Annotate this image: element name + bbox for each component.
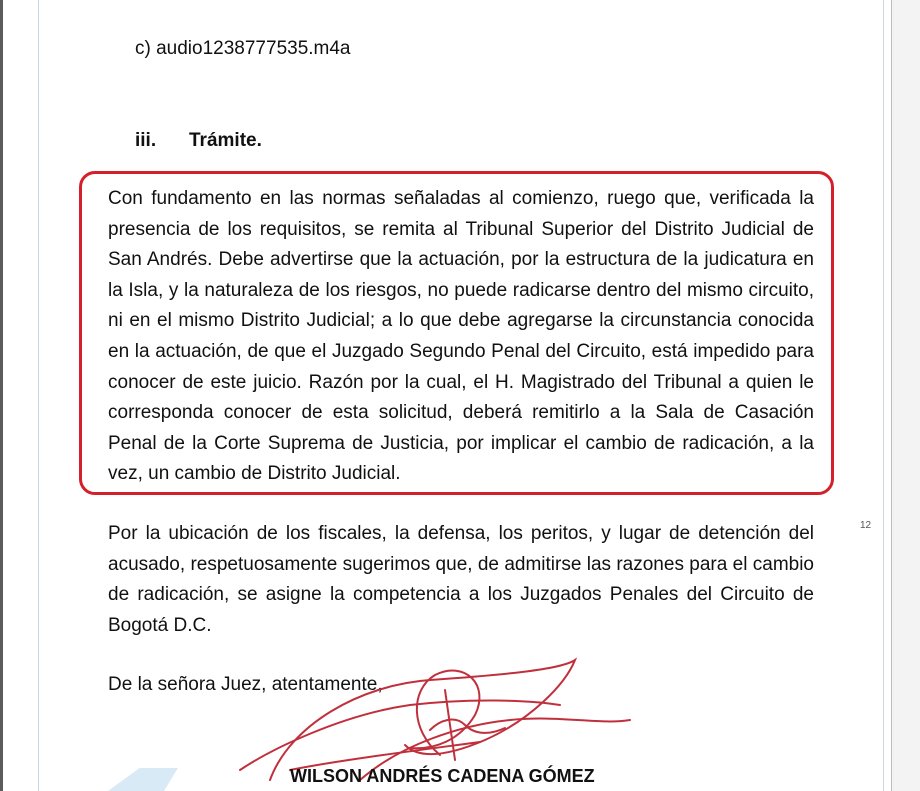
- section-heading: [135, 130, 262, 152]
- viewer-right-scroll-area[interactable]: [891, 0, 920, 791]
- signer-name: WILSON ANDRÉS CADENA GÓMEZ: [290, 766, 595, 786]
- page-margin-left: [38, 0, 39, 791]
- page-margin-right: [883, 0, 884, 791]
- section-number: iii.: [135, 130, 157, 151]
- closing-line: De la señora Juez, atentamente,: [108, 674, 383, 695]
- attachment-item-c: c) audio1238777535.m4a: [135, 38, 351, 59]
- paragraph-suggestion: Por la ubicación de los fiscales, la defensa, los peritos, y lugar de detención del acusado, respetuosamente sugerimos que, de admitirse las razones para el cambio de radicación, se asigne la competencia a los Juzgados Penales del Circuito de Bogotá D.C.: [108, 523, 814, 636]
- logo-watermark-icon: [108, 768, 178, 791]
- paragraph-tramite: Con fundamento en las normas señaladas al comienzo, ruego que, verificada la presencia de los requisitos, se remita al Tribunal Superior del Distrito Judicial de San Andrés. Debe advertirse que la actuación, por la estructura de la judicatura en la Isla, y la naturaleza de los riesgos, no puede radicarse dentro del mismo circuito, ni en el mismo Distrito Judicial; a lo que debe agregarse la circunstancia conocida en la actuación, de que el Juzgado Segundo Penal del Circuito, está impedido para conocer de este juicio. Razón por la cual, el H. Magistrado del Tribunal a quien le corresponda conocer de esta solicitud, deberá remitirlo a la Sala de Casación Penal de la Corte Suprema de Justicia, por implicar el cambio de radicación, a la vez, un cambio de Distrito Judicial.: [108, 188, 814, 485]
- viewer-left-edge: [0, 0, 3, 791]
- page-number: 12: [860, 520, 872, 531]
- section-title: Trámite.: [189, 130, 262, 151]
